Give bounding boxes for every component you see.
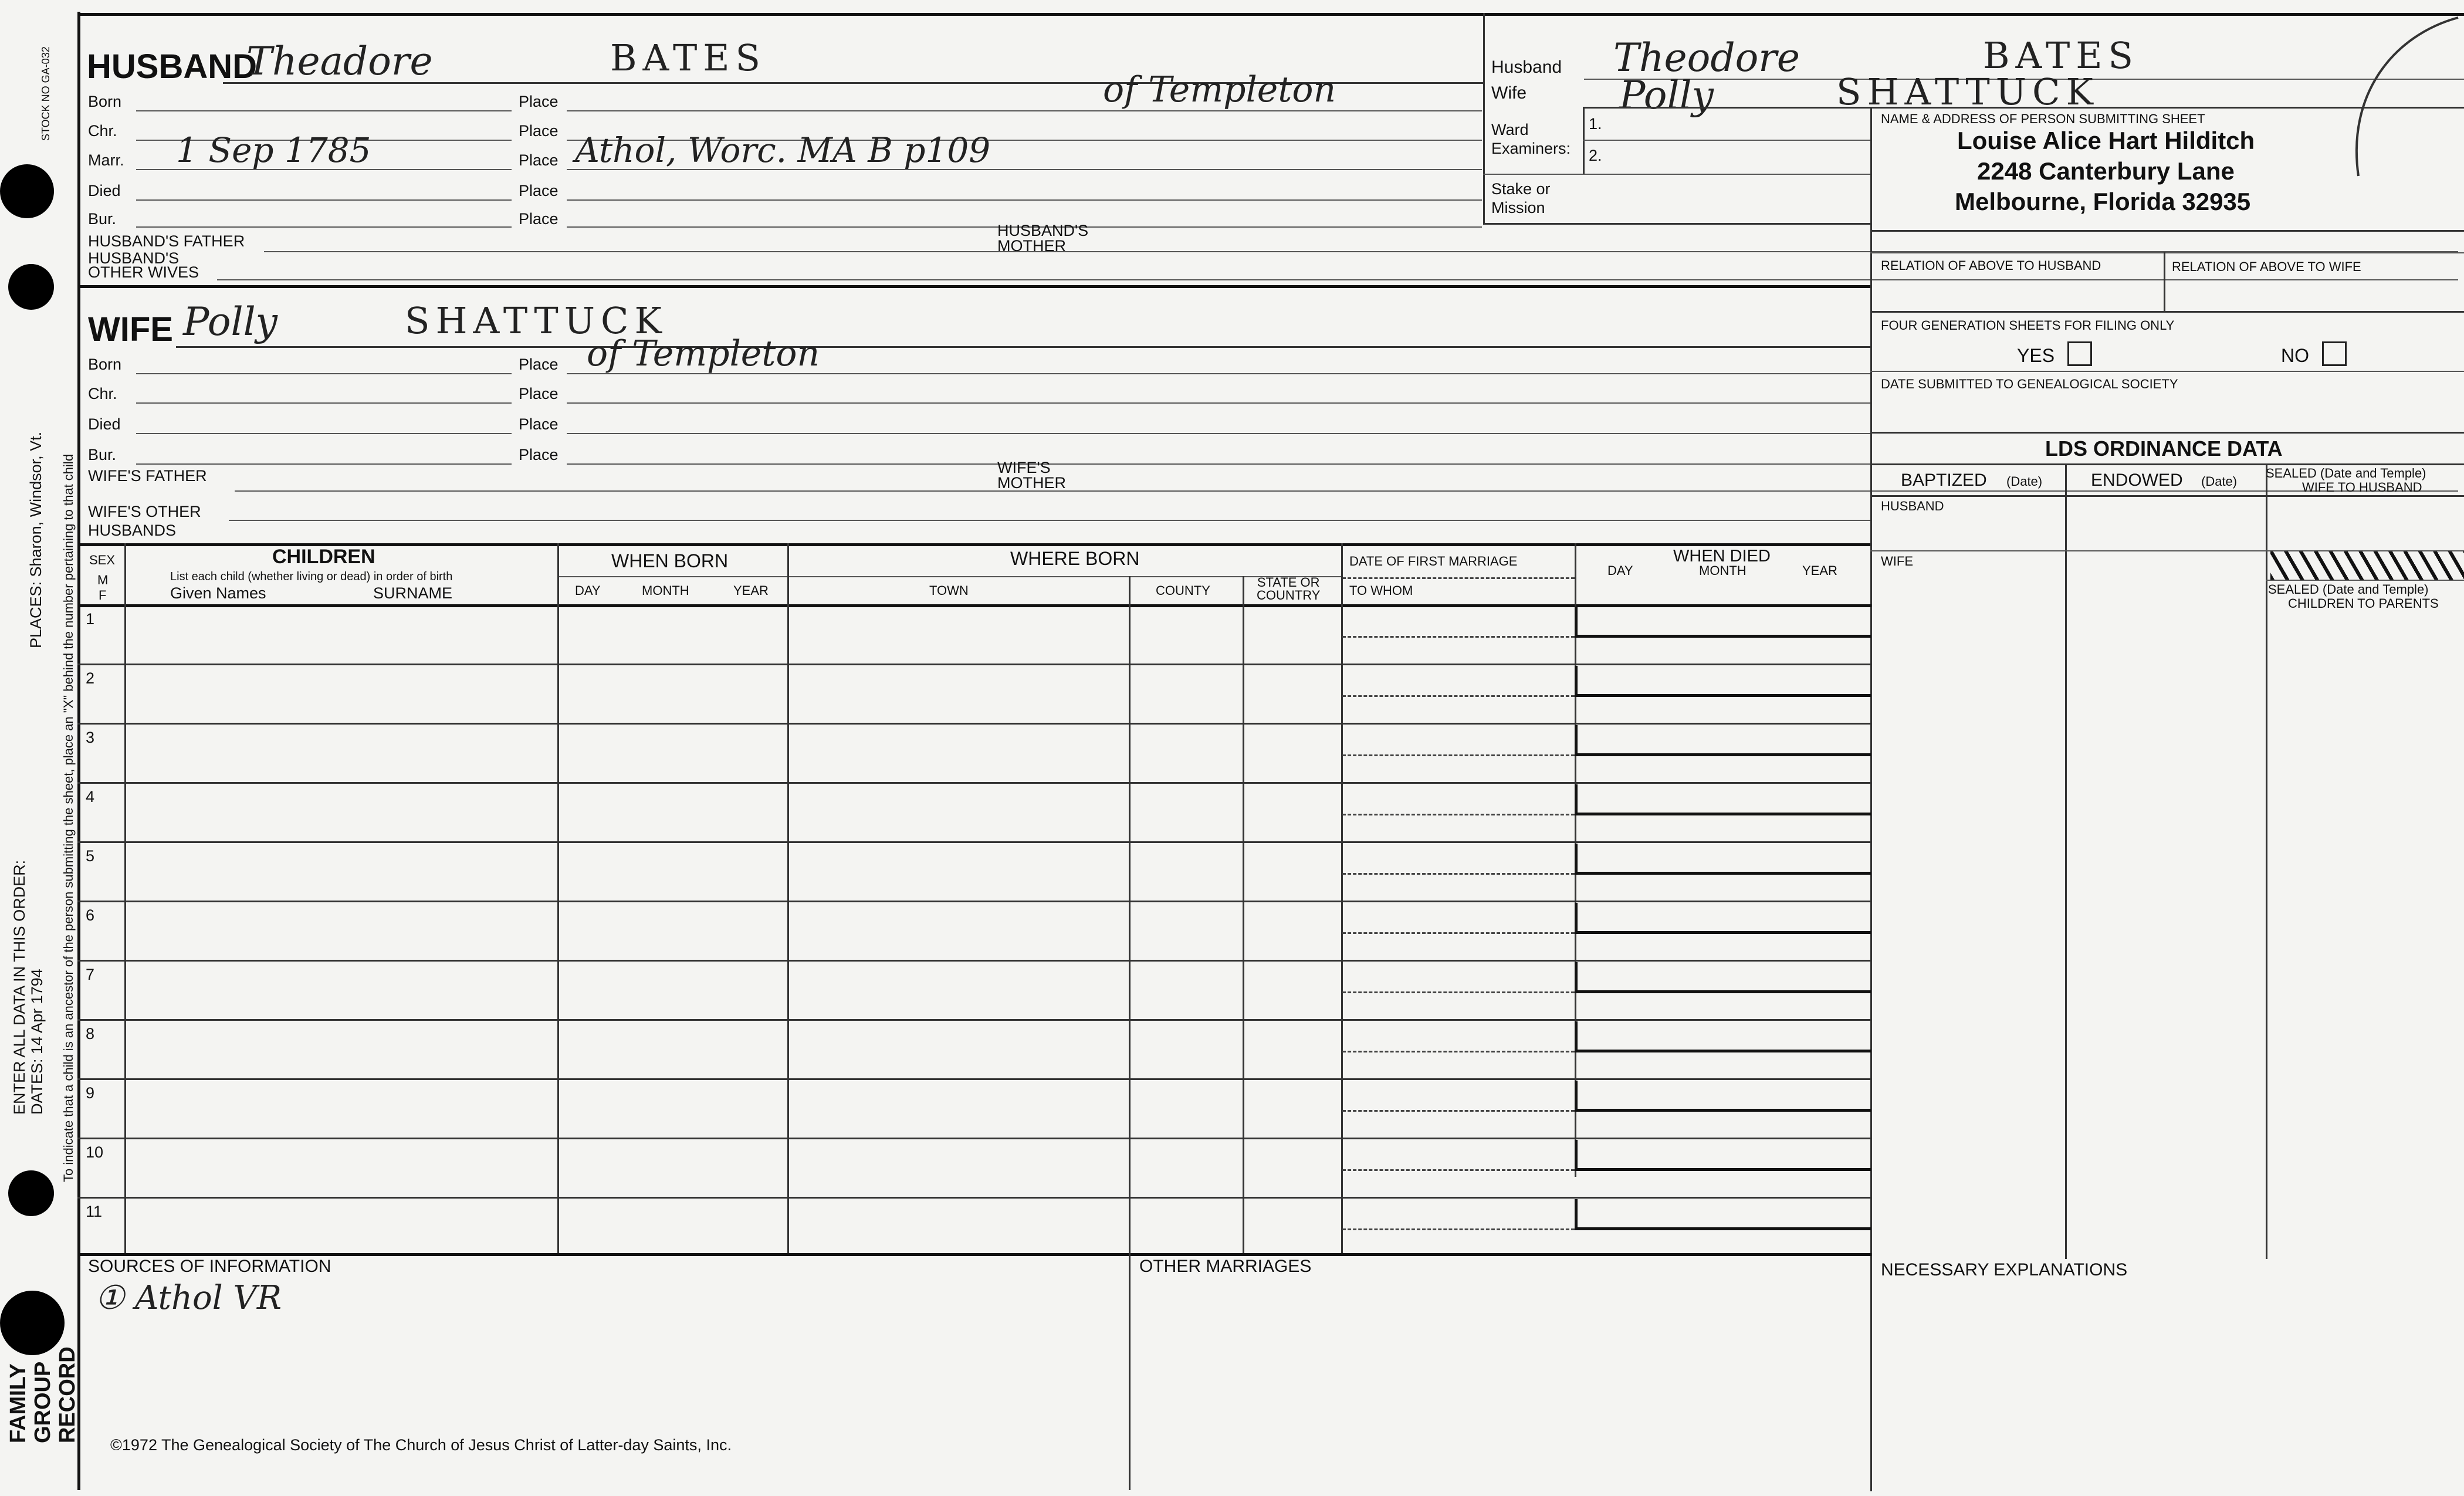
wife-born-date-line [136,373,512,374]
child-row-number: 1 [86,610,95,628]
died-day-header: DAY [1607,563,1633,578]
submitter-name[interactable]: Louise Alice Hart Hilditch [1957,127,2255,154]
husband-other-wives-label: HUSBAND'S OTHER WIVES [88,249,199,281]
child-died-bracket[interactable] [1575,844,1871,875]
examiner-1: 1. [1589,115,1602,133]
child-row-number: 2 [86,669,95,687]
husband-marr-place-line [567,169,1482,170]
child-marriage-dash [1342,754,1575,756]
form-title-family: FAMILY [6,1363,31,1443]
husband-bur-date-line [136,226,512,228]
wife-died-place-line [567,433,1871,434]
child-row-entry[interactable] [126,902,1340,959]
child-row-entry[interactable] [126,1020,1340,1077]
examiners-label: Examiners: [1491,140,1571,157]
husband-chr-place-label: Place [519,122,559,140]
child-died-divider [1575,1138,1871,1139]
husband-died-place-label: Place [519,182,559,199]
lds-col-divider-2 [2266,463,2267,1259]
child-died-divider [1575,664,1871,665]
lds-sealed-children-bottom: CHILDREN TO PARENTS [2288,596,2439,611]
husband-born-date-line [136,110,512,111]
header-box-left [1483,13,1485,224]
born-year-header: YEAR [733,583,769,598]
child-row-number: 5 [86,847,95,865]
when-died-header: WHEN DIED [1673,547,1771,566]
child-marriage-dash [1342,1228,1575,1230]
child-row-number: 7 [86,966,95,983]
header-wife-given[interactable]: Polly [1619,73,1714,118]
wife-born-place-line [567,373,1871,374]
child-marriage-dash [1342,1169,1575,1171]
wife-other-husbands-label: WIFE'S OTHER HUSBANDS [88,503,201,539]
no-checkbox[interactable] [2322,341,2347,366]
handwritten-curve [2323,12,2464,188]
husband-marr-date-line [136,169,512,170]
husband-born-place-line [567,110,1482,111]
first-marriage-dash [1342,577,1575,579]
when-born-underline [557,576,787,577]
died-month-header: MONTH [1699,563,1747,578]
child-died-bracket[interactable] [1575,607,1871,638]
wife-died-date-line [136,433,512,434]
relation-divider [2164,252,2165,311]
explanations-label: NECESSARY EXPLANATIONS [1881,1260,2128,1280]
wife-born-label: Born [88,356,122,373]
dates-instruction: DATES: 14 Apr 1794 [28,969,46,1115]
wife-other-husbands-line [229,520,1871,521]
lds-header-bottom [1870,495,2464,497]
lds-hatch-bottom [2266,580,2464,581]
wife-born-place-label: Place [519,356,559,373]
child-row-entry[interactable] [126,1139,1340,1196]
child-died-divider [1575,1197,1871,1199]
child-row-number: 8 [86,1025,95,1043]
husband-died-label: Died [88,182,121,199]
husband-born-place-label: Place [519,93,559,110]
given-names-header: Given Names [170,584,266,602]
lds-wife-row: WIFE [1881,554,1913,568]
surname-header: SURNAME [373,584,453,602]
col-state-divider [1341,543,1343,1253]
relation-wife-label: RELATION OF ABOVE TO WIFE [2172,259,2361,274]
child-died-divider [1575,901,1871,902]
child-marriage-dash [1342,814,1575,815]
binder-hole [0,1291,65,1355]
lds-sealed-children-top: SEALED (Date and Temple) [2268,582,2429,597]
wife-born-place[interactable]: of Templeton [587,333,820,374]
husband-marr-place[interactable]: Athol, Worc. MA B p109 [575,130,991,170]
header-wife-surname[interactable]: SHATTUCK [1836,70,2099,113]
child-row-entry[interactable] [126,724,1340,781]
examiners-bottom [1483,174,1870,175]
child-marriage-dash [1342,991,1575,993]
examiner-2: 2. [1589,147,1602,164]
where-born-header: WHERE BORN [1010,548,1140,569]
born-day-header: DAY [575,583,601,598]
born-month-header: MONTH [642,583,689,598]
child-died-bracket[interactable] [1575,725,1871,756]
child-died-bracket[interactable] [1575,1140,1871,1171]
form-top-border [77,13,2464,16]
wife-name-line [176,346,1871,348]
lds-baptized-date: (Date) [2006,474,2043,489]
lds-col-divider-1 [2065,463,2067,1259]
lds-title: LDS ORDINANCE DATA [2045,436,2283,461]
header-husband-label: Husband [1491,57,1562,77]
indicate-instruction: To indicate that a child is an ancestor of the person submitting the sheet, place an "X" behind the number pertaining to that child [61,453,76,1182]
places-instruction: PLACES: Sharon, Windsor, Vt. [27,431,45,648]
child-row-entry[interactable] [126,842,1340,899]
binder-hole [0,164,54,218]
ward-label: Ward [1491,121,1529,138]
relation-top [1870,252,2464,253]
husband-marr-place-label: Place [519,151,559,169]
child-row-entry[interactable] [126,665,1340,722]
husband-died-date-line [136,199,512,201]
lds-sealed-wife-top: SEALED (Date and Temple) [2266,466,2426,480]
husband-mother-label: HUSBAND'S MOTHER [997,222,1089,255]
husband-label: HUSBAND [87,48,257,86]
footer-divider-1 [1129,1253,1131,1490]
child-died-bracket[interactable] [1575,1021,1871,1052]
lds-sealed-wife-bottom: WIFE TO HUSBAND [2302,480,2422,495]
examiner-1-line [1583,140,1870,141]
date-submitted-label: DATE SUBMITTED TO GENEALOGICAL SOCIETY [1881,377,2178,391]
relation-bottom [1870,311,2464,313]
child-died-bracket[interactable] [1575,1081,1871,1112]
child-died-divider [1575,841,1871,843]
child-row-number: 9 [86,1084,95,1102]
sex-label: SEX [89,553,116,567]
children-table-bottom [77,1253,1871,1256]
four-gen-bottom [1870,371,2464,372]
binder-hole [8,1170,54,1216]
child-died-divider [1575,782,1871,784]
yes-label: YES [2017,345,2055,366]
wife-surname[interactable]: SHATTUCK [405,299,668,342]
lds-baptized-label: BAPTIZED [1901,471,1987,490]
wife-bur-date-line [136,463,512,465]
husband-place-note[interactable]: of Templeton [1103,69,1336,110]
husband-marr-label: Marr. [88,151,124,169]
county-header: COUNTY [1156,583,1210,598]
child-marriage-dash [1342,695,1575,697]
no-label: NO [2281,345,2309,366]
child-marriage-dash [1342,932,1575,934]
husband-given-name[interactable]: Theadore [246,39,433,84]
husband-bur-label: Bur. [88,210,117,228]
form-title-record: RECORD [55,1346,80,1443]
child-row-number: 10 [86,1143,104,1161]
child-row-number: 3 [86,729,95,746]
enter-order-instruction: ENTER ALL DATA IN THIS ORDER: [11,859,28,1115]
wife-given-name[interactable]: Polly [183,299,277,344]
binder-hole [8,264,54,310]
wife-bur-place-line [567,463,1871,465]
child-died-bracket[interactable] [1575,666,1871,697]
child-died-divider [1575,1078,1871,1080]
wife-died-label: Died [88,415,121,433]
husband-born-label: Born [88,93,122,110]
sex-f-label: F [99,588,107,603]
husband-surname[interactable]: BATES [610,36,767,79]
child-row-entry[interactable] [126,1198,1340,1255]
form-title-group: GROUP [31,1361,55,1443]
child-marriage-dash [1342,1110,1575,1112]
copyright: ©1972 The Genealogical Society of The Church of Jesus Christ of Latter-day Saints, Inc. [110,1436,732,1454]
header-box-bottom [1483,223,1870,225]
header-husband-surname[interactable]: BATES [1983,34,2140,77]
wife-label: WIFE [88,310,173,348]
child-died-bracket[interactable] [1575,784,1871,815]
lds-husband-row: HUSBAND [1881,499,1944,513]
submitter-city[interactable]: Melbourne, Florida 32935 [1955,188,2251,215]
wife-bur-place-label: Place [519,446,559,463]
when-born-header: WHEN BORN [611,550,729,571]
child-died-divider [1575,1019,1871,1021]
child-row-entry[interactable] [126,605,1340,662]
to-whom-header: TO WHOM [1349,583,1413,598]
lds-endowed-date: (Date) [2201,474,2238,489]
first-marriage-header: DATE OF FIRST MARRIAGE [1349,554,1518,568]
wife-father-label: WIFE'S FATHER [88,467,207,485]
header-husband-given[interactable]: Theodore [1613,35,1800,80]
yes-checkbox[interactable] [2067,341,2092,366]
child-row-entry[interactable] [126,1079,1340,1136]
child-died-divider [1575,723,1871,725]
child-died-divider [1575,960,1871,962]
header-wife-label: Wife [1491,83,1527,103]
husband-chr-label: Chr. [88,122,117,140]
stake-mission-label: Stake or Mission [1491,180,1551,216]
husband-father-label: HUSBAND'S FATHER [88,232,245,250]
sex-m-label: M [97,573,109,587]
sources-value[interactable]: ① Athol VR [95,1279,282,1317]
child-marriage-dash [1342,1051,1575,1052]
wife-chr-place-label: Place [519,385,559,402]
wife-died-place-label: Place [519,415,559,433]
lds-title-bottom [1870,463,2464,465]
husband-section-bottom [77,285,1871,288]
husband-marr-date[interactable]: 1 Sep 1785 [176,130,371,170]
form-left-border [77,12,80,1490]
date-submitted-bottom [1870,432,2464,434]
children-title: CHILDREN [272,546,375,568]
wife-chr-date-line [136,402,512,404]
stock-number: STOCK NO GA-032 [40,46,52,141]
died-year-header: YEAR [1802,563,1837,578]
relation-husband-label: RELATION OF ABOVE TO HUSBAND [1881,258,2101,273]
husband-other-wives-line [217,279,2458,280]
state-country-header: STATE OR COUNTRY [1257,575,1321,603]
child-died-bracket[interactable] [1575,962,1871,993]
submitter-bottom [1870,230,2464,232]
child-died-bracket[interactable] [1575,903,1871,934]
wife-chr-place-line [567,402,1871,404]
sources-label: SOURCES OF INFORMATION [88,1257,331,1276]
child-row-entry[interactable] [126,961,1340,1018]
other-marriages-label: OTHER MARRIAGES [1139,1257,1312,1276]
wife-parents-line [235,490,2458,492]
submitter-label: NAME & ADDRESS OF PERSON SUBMITTING SHEET [1881,111,2205,126]
child-row-number: 4 [86,788,95,805]
wife-bur-label: Bur. [88,446,117,463]
town-header: TOWN [929,583,969,598]
child-marriage-dash [1342,873,1575,875]
child-marriage-dash [1342,636,1575,638]
wife-mother-label: WIFE'S MOTHER [997,459,1066,492]
lds-endowed-label: ENDOWED [2091,471,2183,490]
husband-bur-place-label: Place [519,210,559,228]
child-row-number: 11 [86,1203,103,1220]
wife-chr-label: Chr. [88,385,117,402]
lds-hatched-area [2270,551,2464,580]
children-subtitle: List each child (whether living or dead) in order of birth [170,570,453,583]
submitter-street[interactable]: 2248 Canterbury Lane [1977,157,2235,185]
husband-died-place-line [567,199,1482,201]
child-row-entry[interactable] [126,783,1340,840]
child-died-bracket[interactable] [1575,1199,1871,1230]
four-gen-label: FOUR GENERATION SHEETS FOR FILING ONLY [1881,318,2175,333]
child-row-number: 6 [86,906,95,924]
